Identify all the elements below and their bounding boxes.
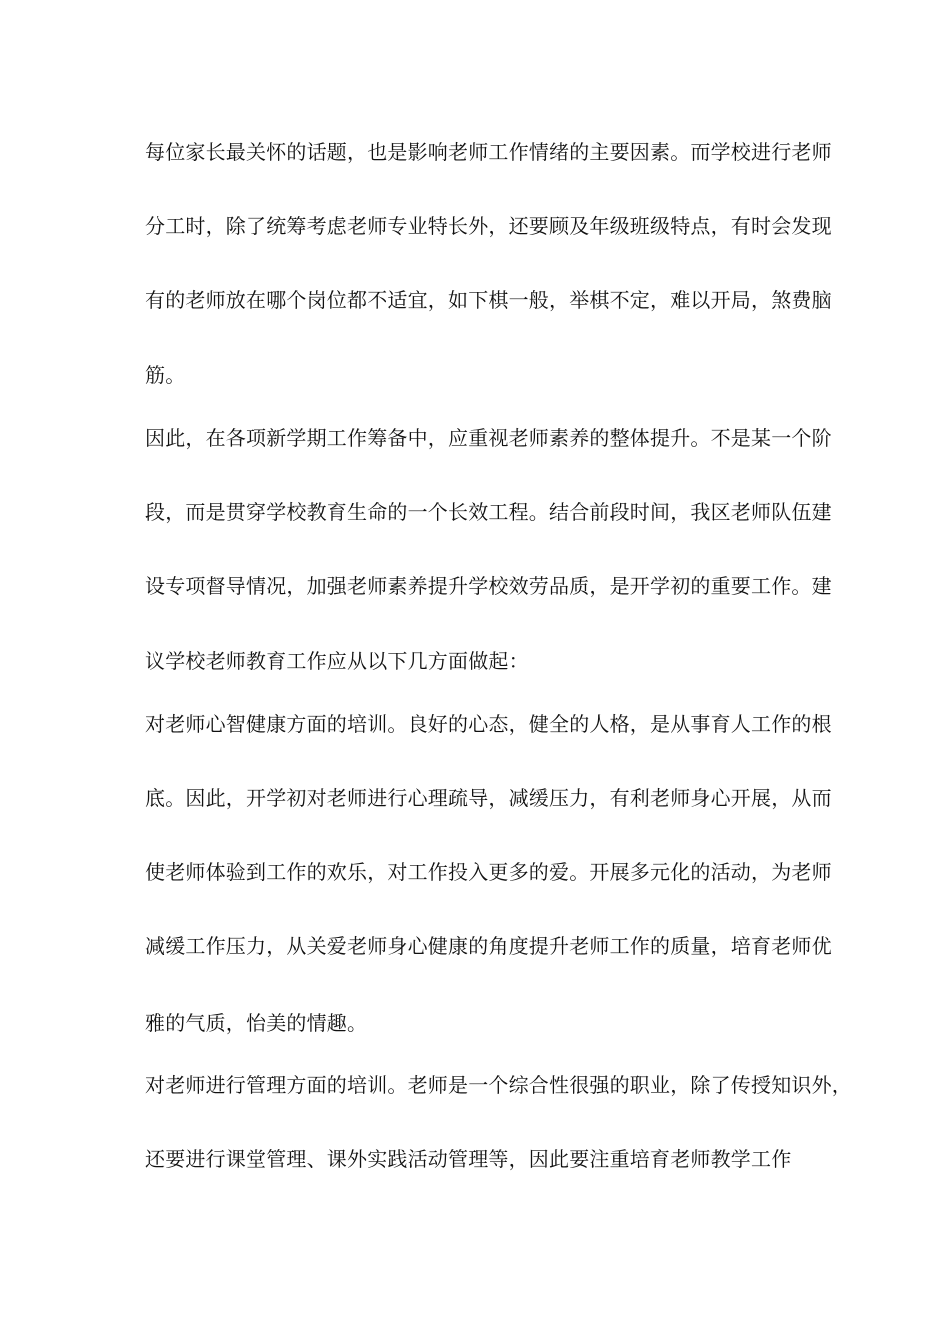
text-line-13: 雅的气质，怡美的情趣。 xyxy=(145,1011,368,1035)
text-line-8: 议学校老师教育工作应从以下几方面做起： xyxy=(145,649,529,673)
text-line-1: 每位家长最关怀的话题，也是影响老师工作情绪的主要因素。而学校进行老师 xyxy=(145,140,832,164)
text-line-7: 设专项督导情况，加强老师素养提升学校效劳品质，是开学初的重要工作。建 xyxy=(145,574,832,598)
text-line-14: 对老师进行管理方面的培训。老师是一个综合性很强的职业，除了传授知识外， xyxy=(145,1073,852,1097)
text-line-12: 减缓工作压力，从关爱老师身心健康的角度提升老师工作的质量，培育老师优 xyxy=(145,934,832,958)
text-line-10: 底。因此，开学初对老师进行心理疏导，减缓压力，有利老师身心开展，从而 xyxy=(145,786,832,810)
text-line-6: 段，而是贯穿学校教育生命的一个长效工程。结合前段时间，我区老师队伍建 xyxy=(145,500,832,524)
text-line-4: 筋。 xyxy=(145,363,186,387)
text-line-9: 对老师心智健康方面的培训。良好的心态，健全的人格，是从事育人工作的根 xyxy=(145,712,832,736)
text-line-3: 有的老师放在哪个岗位都不适宜，如下棋一般，举棋不定，难以开局，煞费脑 xyxy=(145,288,832,312)
text-line-2: 分工时，除了统筹考虑老师专业特长外，还要顾及年级班级特点，有时会发现 xyxy=(145,214,832,238)
text-line-5: 因此，在各项新学期工作筹备中，应重视老师素养的整体提升。不是某一个阶 xyxy=(145,426,832,450)
text-line-15: 还要进行课堂管理、课外实践活动管理等，因此要注重培育老师教学工作 xyxy=(145,1147,792,1171)
text-line-11: 使老师体验到工作的欢乐，对工作投入更多的爱。开展多元化的活动，为老师 xyxy=(145,860,832,884)
